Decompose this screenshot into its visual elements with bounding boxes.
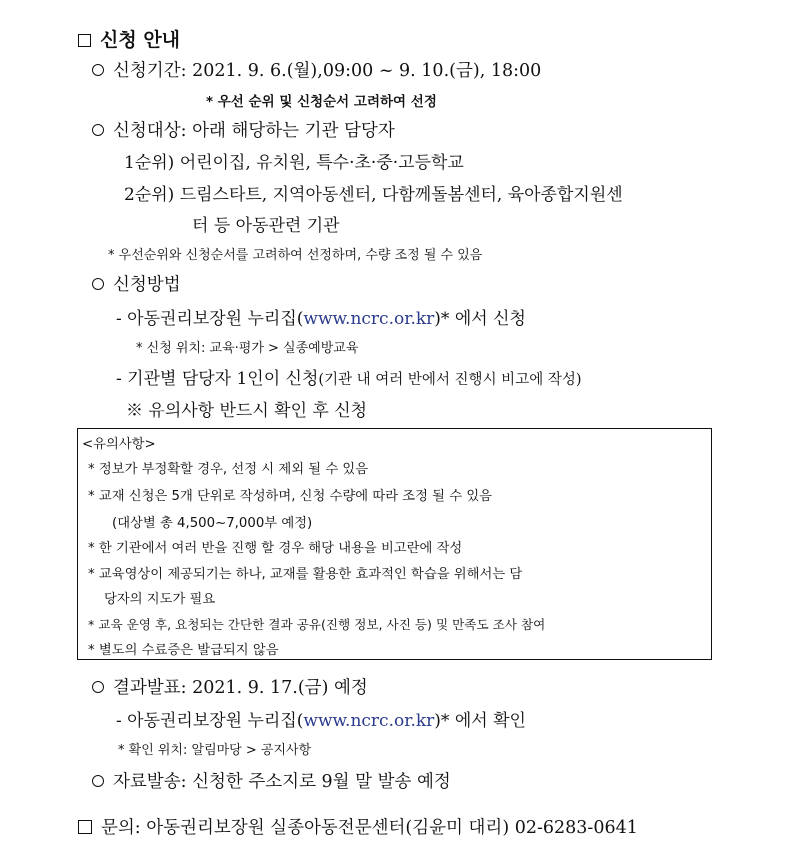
delivery-line: 자료발송: 신청한 주소지로 9월 말 발송 예정 bbox=[92, 768, 451, 793]
target-note: * 우선순위와 신청순서를 고려하여 선정하며, 수량 조정 될 수 있음 bbox=[108, 248, 483, 263]
notice-line: * 정보가 부정확할 경우, 선정 시 제외 될 수 있음 bbox=[88, 462, 369, 477]
result-item: - 아동권리보장원 누리집(www.ncrc.or.kr)* 에서 확인 bbox=[116, 711, 526, 731]
checkbox-square-icon bbox=[78, 34, 91, 47]
circle-bullet-icon bbox=[92, 775, 104, 787]
notice-line: * 한 기관에서 여러 반을 진행 할 경우 해당 내용을 비고란에 작성 bbox=[88, 541, 463, 556]
contact-line: 문의: 아동권리보장원 실종아동전문센터(김윤미 대리) 02-6283-0641 bbox=[78, 814, 638, 839]
circle-bullet-icon bbox=[92, 278, 104, 290]
method-item1-note: * 신청 위치: 교육·평가 > 실종예방교육 bbox=[136, 341, 359, 356]
method-line: 신청방법 bbox=[92, 271, 181, 296]
notice-line: * 별도의 수료증은 발급되지 않음 bbox=[88, 643, 279, 658]
notice-line: * 교육영상이 제공되기는 하나, 교재를 활용한 효과적인 학습을 위해서는 담 bbox=[88, 567, 523, 582]
target-rank2-continued: 터 등 아동관련 기관 bbox=[192, 216, 340, 236]
circle-bullet-icon bbox=[92, 681, 104, 693]
target-rank2: 2순위) 드림스타트, 지역아동센터, 다함께돌봄센터, 육아종합지원센 bbox=[124, 185, 623, 205]
target-line: 신청대상: 아래 해당하는 기관 담당자 bbox=[92, 117, 395, 142]
notice-line: * 교재 신청은 5개 단위로 작성하며, 신청 수량에 따라 조정 될 수 있음 bbox=[88, 489, 493, 504]
result-line: 결과발표: 2021. 9. 17.(금) 예정 bbox=[92, 674, 368, 699]
notice-box bbox=[77, 428, 712, 660]
notice-line: (대상별 총 4,500~7,000부 예정) bbox=[112, 516, 313, 531]
ncrc-link[interactable]: www.ncrc.or.kr bbox=[303, 711, 435, 731]
notice-line: 당자의 지도가 필요 bbox=[104, 592, 216, 607]
target-rank1: 1순위) 어린이집, 유치원, 특수·초·중·고등학교 bbox=[124, 153, 464, 173]
period-note: * 우선 순위 및 신청순서 고려하여 선정 bbox=[206, 94, 437, 110]
period-line: 신청기간: 2021. 9. 6.(월),09:00 ~ 9. 10.(금), 18:00 bbox=[92, 57, 541, 82]
ncrc-link[interactable]: www.ncrc.or.kr bbox=[303, 309, 435, 329]
method-item2: - 기관별 담당자 1인이 신청(기관 내 여러 반에서 진행시 비고에 작성) bbox=[116, 369, 582, 389]
section-title: 신청 안내 bbox=[78, 25, 180, 52]
result-note: * 확인 위치: 알림마당 > 공지사항 bbox=[118, 743, 312, 758]
checkbox-square-icon bbox=[78, 820, 92, 834]
notice-title: <유의사항> bbox=[82, 437, 156, 452]
circle-bullet-icon bbox=[92, 124, 104, 136]
method-warning: ※ 유의사항 반드시 확인 후 신청 bbox=[126, 401, 368, 421]
method-item1: - 아동권리보장원 누리집(www.ncrc.or.kr)* 에서 신청 bbox=[116, 309, 526, 329]
notice-line: * 교육 운영 후, 요청되는 간단한 결과 공유(진행 정보, 사진 등) 및 만족도 조사 참여 bbox=[88, 617, 546, 632]
circle-bullet-icon bbox=[92, 64, 104, 76]
